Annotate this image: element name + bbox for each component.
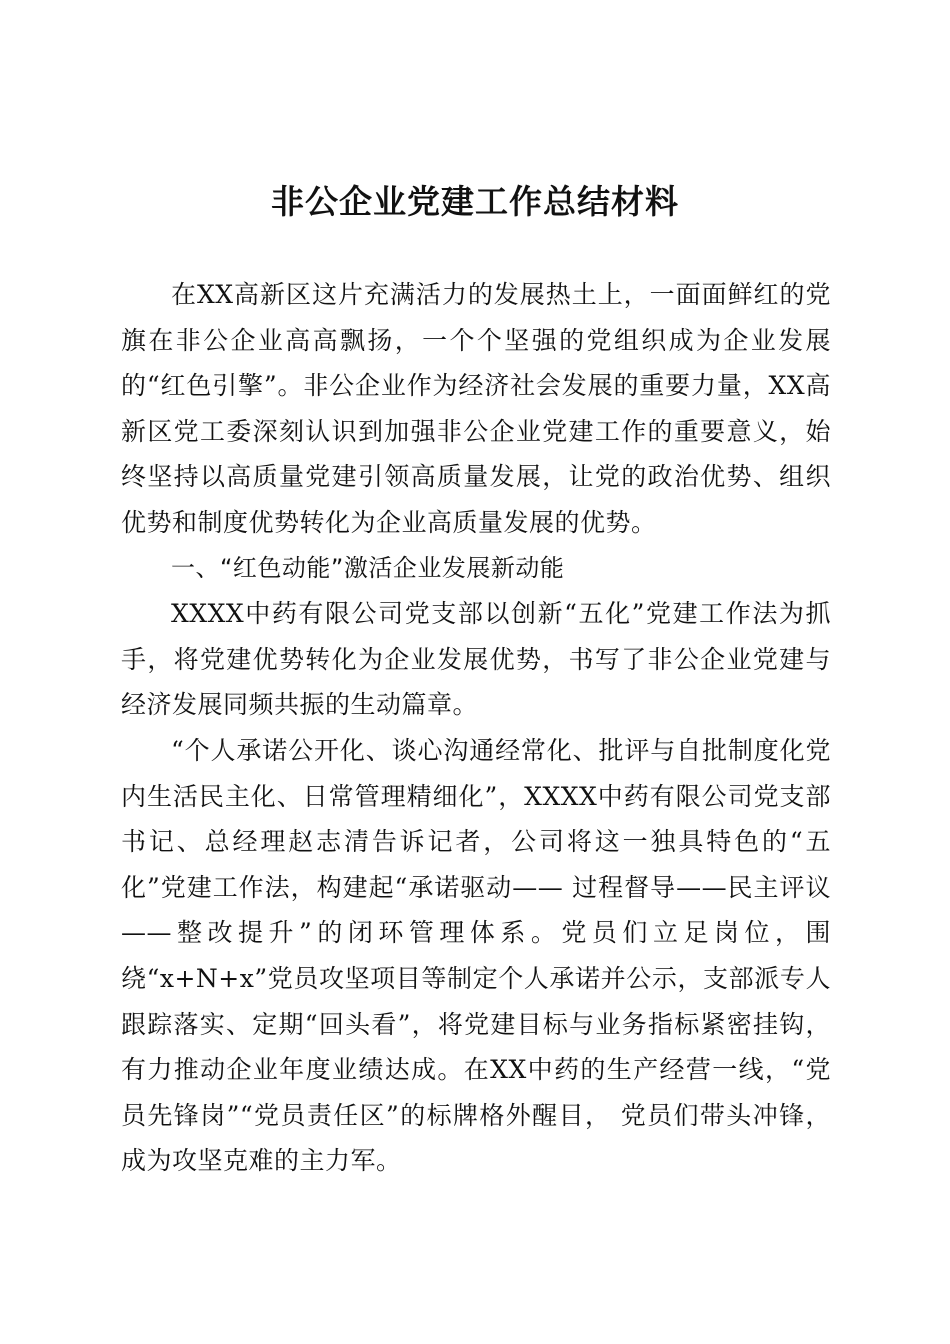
- document-title: 非公企业党建工作总结材料: [271, 182, 679, 221]
- document-body: [121, 272, 831, 1184]
- section-heading-1: 一、“红色动能”激活企业发展新动能: [171, 553, 565, 582]
- paragraph-intro: 在XX高新区这片充满活力的发展热土上，一面面鲜红的党旗在非公企业高高飘扬，一个个坚强的党组织成为企业发展的“红色引擎”。非公企业作为经济社会发展的重要力量，XX高新区党工委深刻认识到加强非公企业党建工作的重要意义，始终坚持以高质量党建引领高质量发展，让党的政治优势、组织优势和制度优势转化为企业高质量发展的优势。: [121, 280, 831, 537]
- paragraph-company-intro: XXXX中药有限公司党支部以创新“五化”党建工作法为抓手，将党建优势转化为企业发展优势，书写了非公企业党建与经济发展同频共振的生动篇章。: [121, 599, 831, 720]
- paragraph-five-methods: “个人承诺公开化、谈心沟通经常化、批评与自批制度化党内生活民主化、日常管理精细化”，XXXX中药有限公司党支部书记、总经理赵志清告诉记者，公司将这一独具特色的“五化”党建工作法，构建起“承诺驱动—— 过程督导——民主评议——整改提升”的闭环管理体系。党员们立足岗位，围绕“x+N+x”党员攻坚项目等制定个人承诺并公示，支部派专人跟踪落实、定期“回头看”，将党建目标与业务指标紧密挂钩，有力推动企业年度业绩达成。在XX中药的生产经营一线，“党员先锋岗”“党员责任区”的标牌格外醒目， 党员们带头冲锋，成为攻坚克难的主力军。: [121, 735, 831, 1176]
